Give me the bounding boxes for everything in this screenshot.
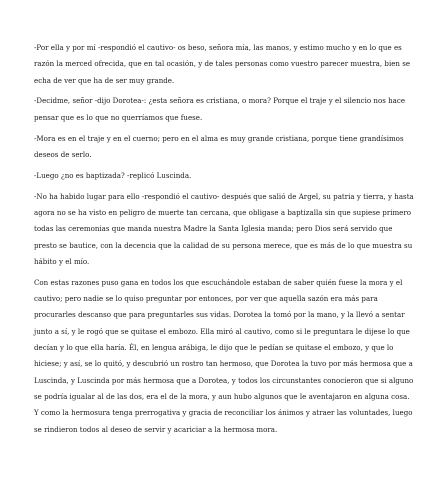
paragraph-mora-answer: -Mora es en el traje y en el cuerno; pero en el alma es muy grande cristiana, porque tiene grandísimos deseos de serlo. bbox=[34, 133, 404, 159]
paragraph-narration: Con estas razones puso gana en todos los que escuchándole estaban de saber quién fuese la mora y el cautivo; pero nadie se lo quiso preguntar por entonces, por ver que aquella sazón era más para procurarles descanso que para preguntarles sus vidas. Dorotea la tomó por la mano, y la llevó a sentar junto a sí, y le rogó que se quitase el embozo. Ella miró al cautivo, como si le preguntara le dijese lo que decían y lo que ella haría. Él, en lengua arábiga, le dijo que le pedían se quitase el embozo, y que lo hiciese; y así, se lo quitó, y descubrió un rostro tan hermoso, que Dorotea la tuvo por más hermosa que a Luscinda, y Luscinda por más hermosa que a Dorotea, y todos los circunstantes conocieron que si alguno se podría igualar al de las dos, era el de la mora, y aun hubo algunos que le aventajaron en alguna cosa. Y como la hermosura tenga prerrogativa y gracia de reconciliar los ánimos y atraer las voluntades, luego se rindieron todos al deseo de servir y acariciar a la hermosa mora. bbox=[34, 277, 414, 434]
paragraph-dorotea-question: -Decidme, señor -dijo Dorotea-: ¿esta señora es cristiana, o mora? Porque el traje y el silencio nos hace pensar que es lo que no querríamos que fuese. bbox=[34, 96, 406, 122]
paragraph-captive-reply: -Por ella y por mí -respondió el cautivo- os beso, señora mía, las manos, y estimo mucho y en lo que es razón la merced ofrecida, que en tal ocasión, y de tales personas como vuestro parecer muestra, bien se echa de ver que ha de ser muy grande. bbox=[34, 43, 411, 85]
paragraph-luscinda-question: -Luego ¿no es baptizada? -replicó Luscinda. bbox=[34, 170, 192, 180]
paragraph-baptism-answer: -No ha habido lugar para ello -respondió el cautivo- después que salió de Argel, su patria y tierra, y hasta agora no se ha visto en peligro de muerte tan cercana, que obligase a baptizalla sin que supiese primero todas las ceremonias que manda nuestra Madre la Santa Iglesia manda; pero Dios será servido que presto se bautice, con la decencia que la calidad de su persona merece, que es más de lo que muestra su hábito y el mío. bbox=[34, 191, 414, 266]
body-text bbox=[34, 40, 414, 442]
